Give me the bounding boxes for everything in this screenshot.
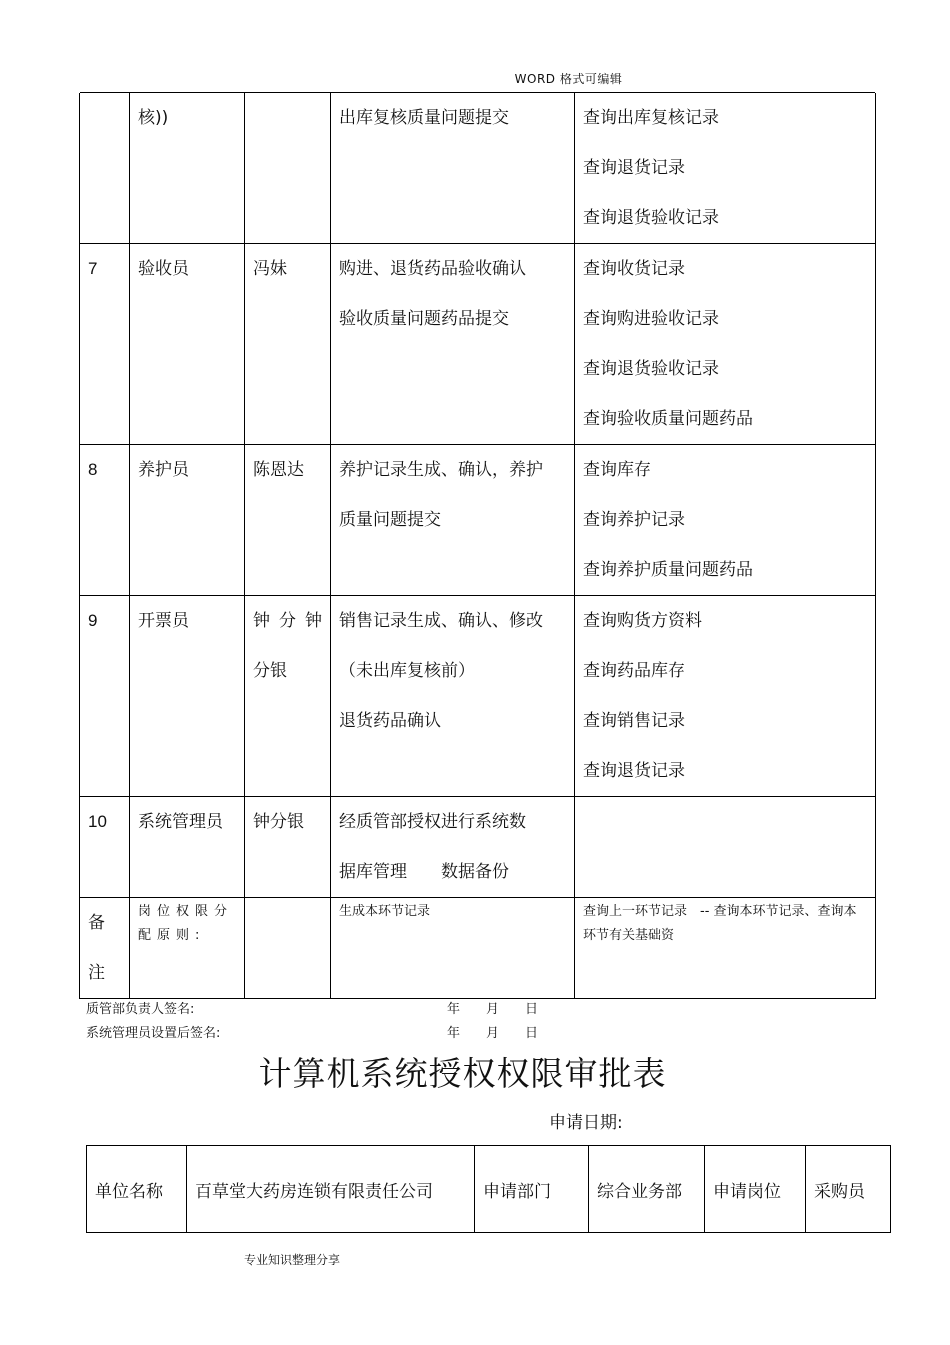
role-line: 开票员	[138, 611, 189, 631]
notes-name-cell	[245, 898, 331, 999]
row-number: 9	[88, 611, 98, 630]
row-number: 10	[88, 812, 107, 831]
permission-table	[79, 93, 876, 999]
queries-line: 查询药品库存	[583, 661, 685, 681]
operations-line: 出库复核质量问题提交	[339, 108, 509, 128]
queries-cell	[575, 244, 876, 445]
name-line: 分银	[253, 661, 287, 681]
queries-line: 查询销售记录	[583, 711, 685, 731]
queries-line: 查询养护记录	[583, 510, 685, 530]
apply-table	[86, 1145, 891, 1233]
sysadmin-date: 年 月 日	[447, 1026, 539, 1041]
notes-row	[80, 898, 876, 999]
name-cell	[245, 596, 331, 797]
apply-row	[87, 1146, 891, 1233]
row-number: 7	[88, 259, 98, 278]
role-line: 验收员	[138, 259, 189, 279]
row-number-cell	[80, 445, 130, 596]
queries-line: 查询收货记录	[583, 259, 685, 279]
operations-line: 经质管部授权进行系统数	[339, 812, 526, 832]
operations-line: 据库管理 数据备份	[339, 862, 509, 882]
row-number: 8	[88, 460, 98, 479]
row-number-cell	[80, 797, 130, 898]
notes-label: 备 注	[80, 898, 130, 999]
post-value: 采购员	[806, 1146, 891, 1233]
operations-line: 验收质量问题药品提交	[339, 309, 509, 329]
operations-cell	[331, 93, 575, 244]
role-cell	[130, 797, 245, 898]
row-number-cell	[80, 596, 130, 797]
role-line: 系统管理员	[138, 812, 223, 832]
queries-line: 查询购进验收记录	[583, 309, 719, 329]
table-row	[80, 445, 876, 596]
operations-line: （未出库复核前）	[339, 661, 475, 681]
operations-line: 养护记录生成、确认，养护	[339, 460, 543, 480]
role-cell	[130, 244, 245, 445]
name-line: 陈恩达	[253, 460, 304, 480]
queries-line: 查询退货验收记录	[583, 208, 719, 228]
quality-head-date: 年 月 日	[447, 1002, 539, 1017]
queries-line: 查询验收质量问题药品	[583, 409, 753, 429]
queries-line: 查询退货记录	[583, 158, 685, 178]
notes-principle: 岗位权限分配原则:	[130, 898, 245, 999]
queries-line: 查询退货记录	[583, 761, 685, 781]
queries-line: 查询购货方资料	[583, 611, 702, 631]
name-cell	[245, 93, 331, 244]
table-row	[80, 93, 876, 244]
role-cell	[130, 93, 245, 244]
operations-line: 退货药品确认	[339, 711, 441, 731]
name-cell	[245, 244, 331, 445]
name-cell	[245, 797, 331, 898]
table-row	[80, 797, 876, 898]
page-title: 计算机系统授权权限审批表	[258, 1054, 667, 1093]
operations-line: 购进、退货药品验收确认	[339, 259, 526, 279]
operations-line: 销售记录生成、确认、修改	[339, 611, 543, 631]
notes-query: 查询上一环节记录 -- 查询本环节记录、查询本环节有关基础资	[575, 898, 876, 999]
table-row	[80, 596, 876, 797]
queries-cell	[575, 797, 876, 898]
name-cell	[245, 445, 331, 596]
operations-line: 质量问题提交	[339, 510, 441, 530]
operations-cell	[331, 797, 575, 898]
notes-generate: 生成本环节记录	[331, 898, 575, 999]
role-cell	[130, 445, 245, 596]
queries-line: 查询退货验收记录	[583, 359, 719, 379]
header-label: WORD 格式可编辑	[514, 72, 623, 86]
role-cell	[130, 596, 245, 797]
name-line: 钟分钟	[253, 611, 331, 631]
quality-head-signature: 质管部负责人签名:	[86, 1002, 195, 1017]
dept-label: 申请部门	[475, 1146, 589, 1233]
post-label: 申请岗位	[705, 1146, 806, 1233]
queries-cell	[575, 93, 876, 244]
unit-value: 百草堂大药房连锁有限责任公司	[187, 1146, 475, 1233]
row-number-cell	[80, 244, 130, 445]
footer-label: 专业知识整理分享	[244, 1253, 341, 1267]
operations-cell	[331, 596, 575, 797]
dept-value: 综合业务部	[589, 1146, 705, 1233]
row-number-cell	[80, 93, 130, 244]
queries-cell	[575, 445, 876, 596]
role-line: 养护员	[138, 460, 189, 480]
queries-line: 查询养护质量问题药品	[583, 560, 753, 580]
operations-cell	[331, 244, 575, 445]
sysadmin-signature: 系统管理员设置后签名:	[86, 1026, 221, 1041]
queries-cell	[575, 596, 876, 797]
name-line: 冯妹	[253, 259, 287, 279]
queries-line: 查询出库复核记录	[583, 108, 719, 128]
operations-cell	[331, 445, 575, 596]
apply-date-label: 申请日期:	[549, 1113, 623, 1133]
role-line: 核))	[138, 108, 169, 128]
unit-label: 单位名称	[87, 1146, 187, 1233]
queries-line: 查询库存	[583, 460, 651, 480]
name-line: 钟分银	[253, 812, 304, 832]
table-row	[80, 244, 876, 445]
